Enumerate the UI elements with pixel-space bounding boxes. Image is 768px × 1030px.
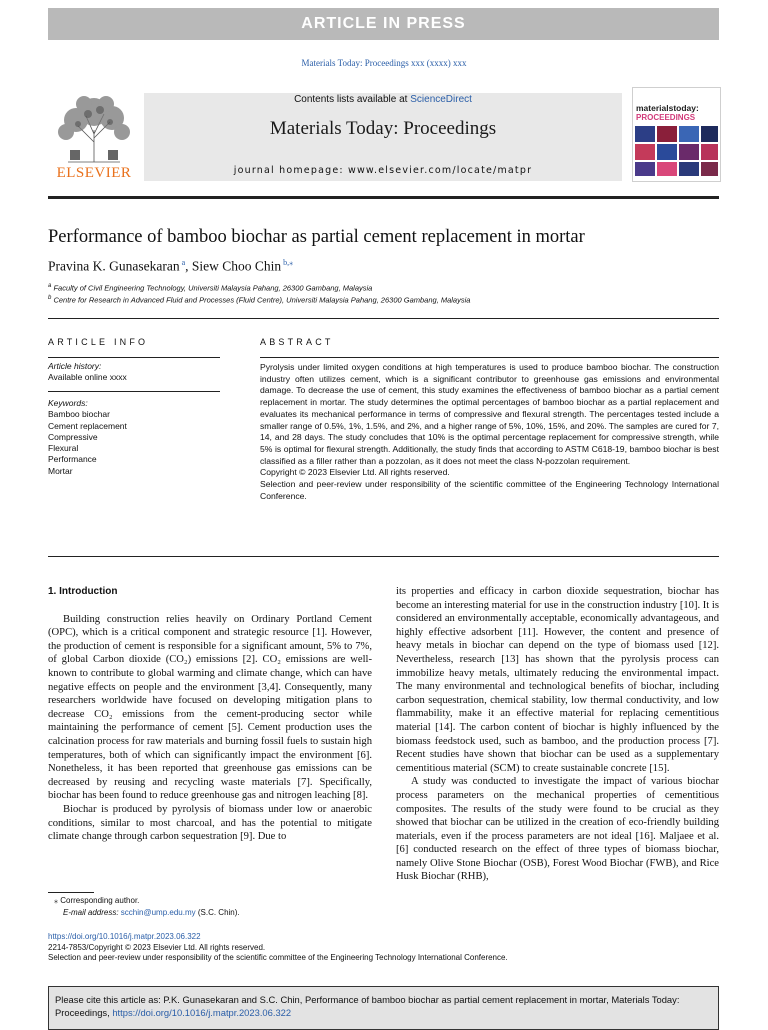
affiliation-letter: b: [48, 295, 52, 301]
journal-reference-link[interactable]: Materials Today: Proceedings xxx (xxxx) xxx: [301, 58, 467, 68]
author-name: Siew Choo Chin: [191, 258, 282, 274]
contents-prefix: Contents lists available at: [294, 94, 411, 105]
abstract-rule: [260, 357, 719, 358]
journal-cover: [632, 87, 721, 182]
paragraph: Biochar is produced by pyrolysis of biomass under low or anaerobic conditions, similar to most charcoal, and has the potential to mitigate climate change through carbon sequestration [9]. Due to: [48, 803, 372, 843]
affiliation-text: Centre for Research in Advanced Fluid and Processes (Fluid Centre), Universiti Malaysia Pahang, 26300 Gambang, Malaysia: [53, 295, 471, 305]
citation-box: [48, 986, 719, 1030]
article-in-press-banner: ARTICLE IN PRESS: [48, 8, 719, 40]
cover-subtitle: PROCEEDINGS: [636, 113, 696, 122]
keyword: Mortar: [48, 465, 73, 476]
author-separator: ,: [185, 258, 192, 274]
journal-title: Materials Today: Proceedings: [269, 118, 497, 139]
email-suffix: (S.C. Chin).: [195, 908, 240, 917]
keyword: Bamboo biochar: [48, 409, 110, 420]
right-column: [396, 585, 719, 884]
keywords-block: [48, 398, 220, 477]
publisher-wordmark: ELSEVIER: [56, 165, 132, 181]
contents-line: [144, 94, 622, 105]
author-name: Pravina K. Gunasekaran: [48, 258, 180, 274]
affiliation: [48, 295, 470, 305]
footer: [48, 932, 719, 964]
affiliation-text: Faculty of Civil Engineering Technology, Universiti Malaysia Pahang, 26300 Gambang, Malaysia: [53, 283, 373, 293]
affiliation-mark[interactable]: a: [181, 258, 186, 267]
history-label: Article history:: [48, 361, 102, 371]
keyword: Performance: [48, 454, 97, 465]
cover-image: [633, 126, 720, 181]
affiliation-mark[interactable]: b,⁎: [283, 258, 294, 267]
keyword: Cement replacement: [48, 420, 127, 431]
abstract-heading: ABSTRACT: [260, 337, 334, 347]
citation-doi-link[interactable]: https://doi.org/10.1016/j.matpr.2023.06.322: [112, 1007, 292, 1018]
citation-text: Please cite this article as: P.K. Gunasekaran and S.C. Chin, Performance of bamboo biochar as partial cement replacement in mortar, Materials Today: Proceedings,: [55, 994, 680, 1018]
paper-title: Performance of bamboo biochar as partial cement replacement in mortar: [48, 227, 585, 247]
article-history: [48, 361, 220, 384]
footnote: [48, 895, 388, 919]
abstract-divider: [48, 556, 719, 557]
affiliation-letter: a: [48, 283, 52, 289]
abstract-text: Pyrolysis under limited oxygen conditions at high temperatures is used to produce bamboo biochar. The construction industry often utilizes cement, which is a significant contributor to greenhouse gas emissions and environmental damage. To decrease the use of cement, this study examines the effectiveness of bamboo biochar as a partial cement replacement in mortar. The study determines the optimal percentages of bamboo biochar as a partial replacement and evaluates its mechanical performance in terms of compressive and flexural strength. The percentages tested include a smaller range of 0.5%, 1%, 1.5%, and 2%, and a higher range of 5%, 10%, 15%, and 20%. The samples are cured for 7, 14, and 28 days. The study concludes that 10% is the optimal percentage replacement for compressive strength, while 5% is optimal for flexural strength. Additionally, the study finds that according to ASTM C618-19, bamboo biochar is best classified as a filler rather than a pozzolan, as it does not meet the class N-pozzolan requirement.: [260, 362, 719, 466]
section-heading-introduction: 1. Introduction: [48, 586, 118, 597]
paragraph: its properties and efficacy in carbon dioxide sequestration, biochar has become an interesting material for use in the construction industry [10]. It is considered an environmentally acceptable, economically advantageous, and highly effective adsorbent [11]. However, the content and presence of heavy metals in biochar can depend on the type of biomass used [12]. Nevertheless, research [13] has shown that the pyrolysis process can immobilize heavy metals, ultimately reducing the environmental impact. The many environmental and technological benefits of biochar, including carbon sequestration, chemical stability, low thermal conductivity, and low flammability, make it an effective material for replacing cementitious material [14]. The carbon content of biochar is highly influenced by the biomass feedstock used, such as bamboo, and the production process [7]. Recent studies have shown that biochar can be used as a supplementary cementitious material (SCM) to create sustainable concrete [15].: [396, 586, 719, 774]
abstract-peer-review: Selection and peer-review under responsibility of the scientific committee of the Engineering Technology International Conference.: [260, 479, 719, 501]
paragraph: A study was conducted to investigate the impact of various biochar process parameters on the mechanical properties of cementitious composites. The results of the study were found to be crucial as they showed that biochar can be utilized in the creation of eco-friendly building materials, even if the process parameters are not ideal [16]. Maljaee et al. [6] conducted research on the effect of three types of biomass biochar, namely Olive Stone Biochar (OSB), Forest Wood Biochar (FWB), and Rice Husk Biochar (RHB),: [396, 776, 719, 883]
left-column: [48, 585, 372, 844]
affiliation: [48, 283, 372, 293]
article-info-heading: ARTICLE INFO: [48, 337, 149, 347]
footer-peer-review: Selection and peer-review under responsibility of the scientific committee of the Engineering Technology International Conference.: [48, 953, 508, 962]
email-label: E-mail address:: [63, 908, 121, 917]
header-divider: [48, 318, 719, 319]
corresponding-author-note: Corresponding author.: [60, 896, 140, 905]
info-rule: [48, 391, 220, 392]
email-link[interactable]: scchin@ump.edu.my: [120, 908, 196, 917]
keyword: Compressive: [48, 431, 98, 442]
keyword: Flexural: [48, 443, 79, 454]
footnote-rule: [48, 892, 94, 893]
doi-link[interactable]: https://doi.org/10.1016/j.matpr.2023.06.322: [48, 932, 201, 941]
issn-copyright: 2214-7853/Copyright © 2023 Elsevier Ltd. All rights reserved.: [48, 942, 266, 952]
history-value: Available online xxxx: [48, 372, 127, 383]
abstract-body: [260, 362, 719, 502]
abstract-copyright: Copyright © 2023 Elsevier Ltd. All rights reserved.: [260, 467, 450, 478]
footnote-mark: ⁎: [54, 896, 58, 905]
sciencedirect-link[interactable]: ScienceDirect: [410, 94, 472, 105]
author-list: [48, 258, 293, 275]
masthead-rule: [48, 196, 719, 199]
cover-title: materialstoday:: [636, 103, 699, 113]
journal-homepage[interactable]: journal homepage: www.elsevier.com/locate/matpr: [233, 165, 533, 176]
info-rule: [48, 357, 220, 358]
paragraph: Building construction relies heavily on Ordinary Portland Cement (OPC), which is a critical component and strategic resource [1]. However, the production of cement is responsible for a significant amount, 5% to 7%, of global Carbon dioxide (CO₂) emissions [2]. CO₂ emissions are well-known to contribute to global warming and climate change, which can have negative effects on people and the environment [3,4]. Consequently, many researchers worldwide have focused on developing mitigation plans to decrease CO₂ emissions from the cement-producing sector while maintaining the performance of cement [5]. Cement production uses the calcination process for raw materials and burning fossil fuels to sustain high temperatures, both of which can significantly impact the environment [6]. Nonetheless, it has been reported that greenhouse gas emissions can be decreased by reusing and recycling waste materials [7]. Specifically, biochar has been found to reduce greenhouse gas and nitrogen leaching [8].: [48, 613, 372, 802]
keywords-label: Keywords:: [48, 398, 88, 408]
